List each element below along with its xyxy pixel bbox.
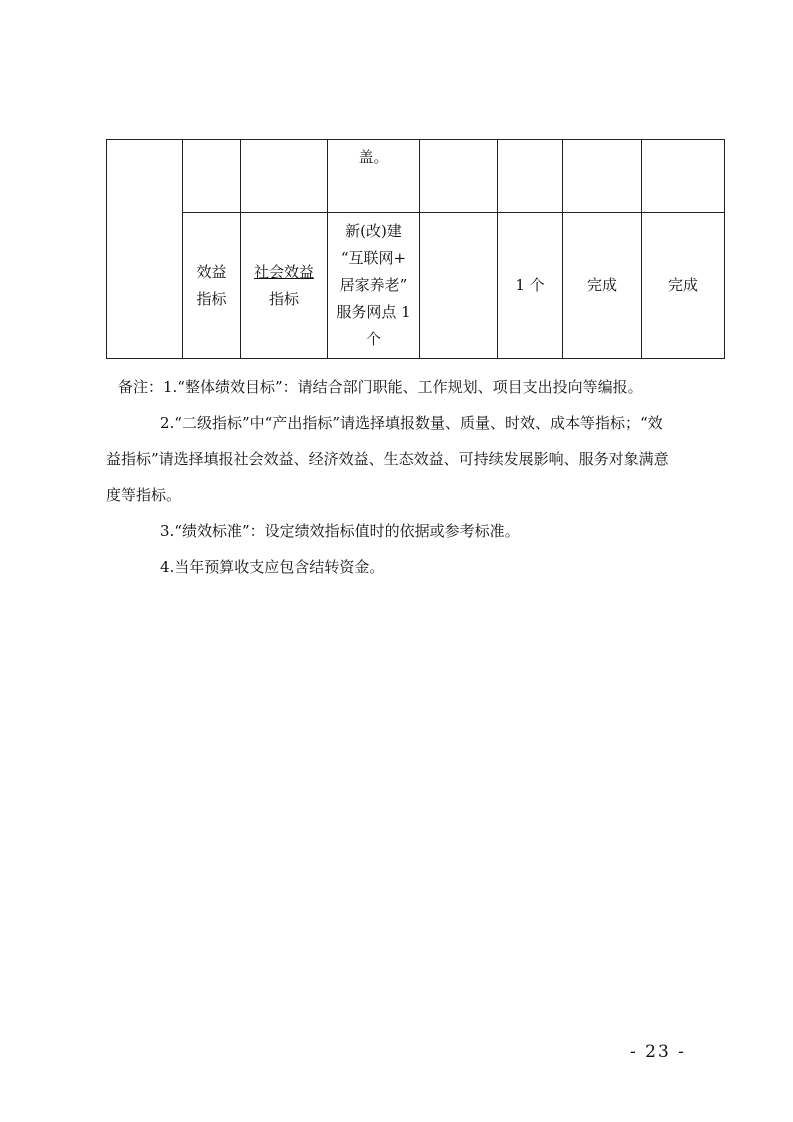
table-cell bbox=[183, 140, 241, 213]
table-row bbox=[107, 140, 725, 213]
indicator-line: 居家养老” bbox=[339, 276, 408, 294]
standard-value: 完成 bbox=[586, 276, 617, 294]
table-cell bbox=[642, 140, 725, 213]
table-cell bbox=[420, 213, 498, 359]
table-cell-level1 bbox=[107, 140, 183, 359]
table-row bbox=[107, 213, 725, 359]
note-2-continued: 度等指标。 bbox=[106, 486, 182, 504]
table-cell bbox=[498, 140, 563, 213]
note-3: 3.“绩效标准”：设定绩效指标值时的依据或参考标准。 bbox=[160, 522, 520, 540]
table-cell-standard bbox=[563, 213, 642, 359]
indicator-line: “互联网+ bbox=[340, 249, 407, 267]
table-cell-level3 bbox=[241, 213, 328, 359]
note-1: 备注：1.“整体绩效目标”：请结合部门职能、工作规划、项目支出投向等编报。 bbox=[118, 378, 643, 396]
result-value: 完成 bbox=[667, 276, 698, 294]
table-cell-target-value bbox=[498, 213, 563, 359]
level2-line2: 指标 bbox=[196, 289, 227, 308]
indicator-line: 新(改)建 bbox=[345, 222, 402, 240]
table-cell-indicator-content bbox=[328, 213, 420, 359]
notes-section bbox=[106, 369, 726, 585]
level3-line1: 社会效益 bbox=[253, 262, 314, 281]
page-number: - 23 - bbox=[630, 1042, 686, 1062]
level2-line1: 效益 bbox=[196, 262, 227, 281]
indicator-line: 个 bbox=[365, 330, 381, 348]
table-cell bbox=[563, 140, 642, 213]
table-cell-indicator-content bbox=[328, 140, 420, 213]
note-4: 4.当年预算收支应包含结转资金。 bbox=[160, 558, 385, 576]
table-cell bbox=[241, 140, 328, 213]
target-value: 1 个 bbox=[515, 276, 545, 294]
indicator-line: 服务网点 1 bbox=[336, 303, 411, 321]
performance-table bbox=[106, 139, 725, 359]
table-cell bbox=[420, 140, 498, 213]
note-2: 2.“二级指标”中“产出指标”请选择填报数量、质量、时效、成本等指标；“效 bbox=[160, 414, 663, 432]
indicator-content-text: 盖。 bbox=[358, 148, 389, 166]
table-cell-result bbox=[642, 213, 725, 359]
note-2-continued: 益指标”请选择填报社会效益、经济效益、生态效益、可持续发展影响、服务对象满意 bbox=[106, 450, 669, 468]
level3-line2: 指标 bbox=[268, 289, 299, 308]
table-cell-level2 bbox=[183, 213, 241, 359]
